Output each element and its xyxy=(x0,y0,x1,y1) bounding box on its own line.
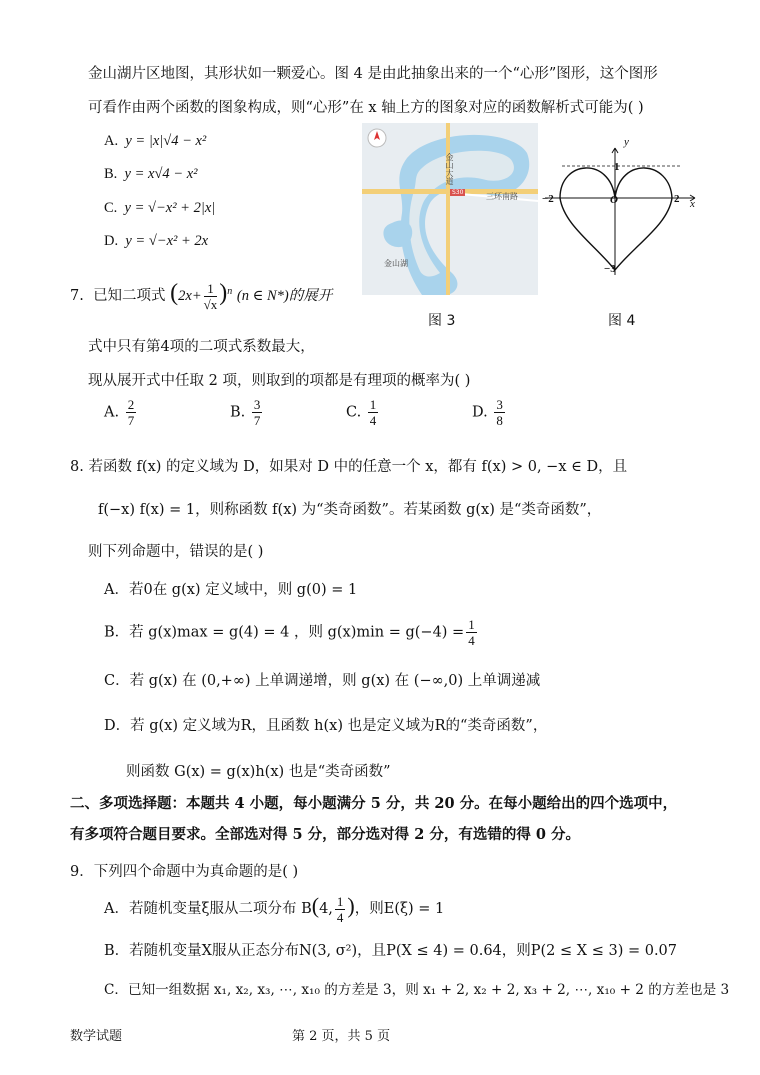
q7-line-2: 式中只有第4项的二项式系数最大， xyxy=(88,339,315,355)
q8-option-a: A．若0在 g(x) 定义域中，则 g(0) = 1 xyxy=(104,582,358,598)
heart-figure xyxy=(540,136,700,280)
map-badge: S30 xyxy=(452,189,464,196)
heart-axis-x: x xyxy=(690,198,695,210)
map-label-lake: 金山湖 xyxy=(384,259,408,268)
q7-option-a: A. $\frac{2}{7}$ xyxy=(104,397,135,428)
heart-tick-neg2: −2 xyxy=(542,193,554,205)
q7-option-b: B. $\frac{3}{7}$ xyxy=(230,397,261,428)
q7-line-3: 现从展开式中任取 2 项，则取到的项都是有理项的概率为( ) xyxy=(88,373,471,389)
q7-option-d: D. $\frac{3}{8}$ xyxy=(472,397,503,428)
q8-line-1: 8. 若函数 f(x) 的定义域为 D，如果对 D 中的任意一个 x，都有 f(x) > 0, −x ∈ D，且 xyxy=(70,459,628,475)
heart-tick-1: 1 xyxy=(614,161,620,173)
heart-tick-neg3: −3 xyxy=(604,263,616,275)
q8-option-c: C．若 g(x) 在 (0,+∞) 上单调递增，则 g(x) 在 (−∞,0) 上单调递减 xyxy=(104,673,541,689)
q9-option-a: A．若随机变量ξ服从二项分布 B(4, $\frac{1}{4}$ )，则E(ξ) = 1 xyxy=(104,893,445,925)
fig3-caption: 图 3 xyxy=(428,313,456,329)
q9-option-b: B．若随机变量X服从正态分布N(3, σ²)，且P(X ≤ 4) = 0.64，则P(2 ≤ X ≤ 3) = 0.07 xyxy=(104,943,678,959)
q9-option-c: C．已知一组数据 x₁, x₂, x₃, ⋯, x₁₀ 的方差是 3，则 x₁ + 2, x₂ + 2, x₃ + 2, ⋯, x₁₀ + 2 的方差也是 3 xyxy=(104,982,730,998)
intro-line-1: 金山湖片区地图，其形状如一颗爱心。图 4 是由此抽象出来的一个“心形”图形，这个图形 xyxy=(88,66,658,82)
q6-option-c: C. y = √−x² + 2|x| xyxy=(104,200,216,216)
q9-stem: 9．下列四个命题中为真命题的是( ) xyxy=(70,864,299,880)
q8-line-3: 则下列命题中，错误的是( ) xyxy=(88,544,264,560)
map-label-road-vertical: 金山大道 xyxy=(445,153,454,185)
q8-option-d-line-2: 则函数 G(x) = g(x)h(x) 也是“类奇函数” xyxy=(126,764,391,780)
heart-origin: O xyxy=(610,194,618,206)
q8-option-d-line-1: D．若 g(x) 定义域为R，且函数 h(x) 也是定义域为R的“类奇函数”， xyxy=(104,718,548,734)
heart-axis-y: y xyxy=(624,136,629,148)
footer-left: 数学试题 xyxy=(70,1029,123,1044)
map-figure xyxy=(362,123,538,295)
section-2-heading-line-2: 有多项符合题目要求。全部选对得 5 分，部分选对得 2 分，有选错的得 0 分。 xyxy=(70,826,581,843)
q8-option-b: B．若 g(x)max = g(4) = 4 ，则 g(x)min = g(−4) = $\frac{1}{4}$ xyxy=(104,617,475,648)
q6-option-a: A. y = |x|√4 − x² xyxy=(104,133,207,149)
intro-line-2: 可看作由两个函数的图象构成，则“心形”在 x 轴上方的图象对应的函数解析式可能为( ) xyxy=(88,100,644,116)
footer-page-number: 第 2 页，共 5 页 xyxy=(292,1029,391,1044)
heart-tick-pos2: 2 xyxy=(674,193,680,205)
q8-line-2: f(−x) f(x) = 1，则称函数 f(x) 为“类奇函数”。若某函数 g(x) 是“类奇函数”， xyxy=(98,502,602,518)
fig4-caption: 图 4 xyxy=(608,313,636,329)
section-2-heading-line-1: 二、多项选择题：本题共 4 小题，每小题满分 5 分，共 20 分。在每小题给出的四个选项中， xyxy=(70,795,678,812)
map-label-road-horizontal: 三环南路 xyxy=(486,192,518,201)
q7-stem: 7. 已知二项式 (2x+ $\frac{1}{√x}$ )$^n$ (n ∈ N*)的展开 xyxy=(70,280,333,312)
q6-option-d: D. y = √−x² + 2x xyxy=(104,233,209,249)
q6-option-b: B. y = x√4 − x² xyxy=(104,166,198,182)
q7-option-c: C. $\frac{1}{4}$ xyxy=(346,397,377,428)
